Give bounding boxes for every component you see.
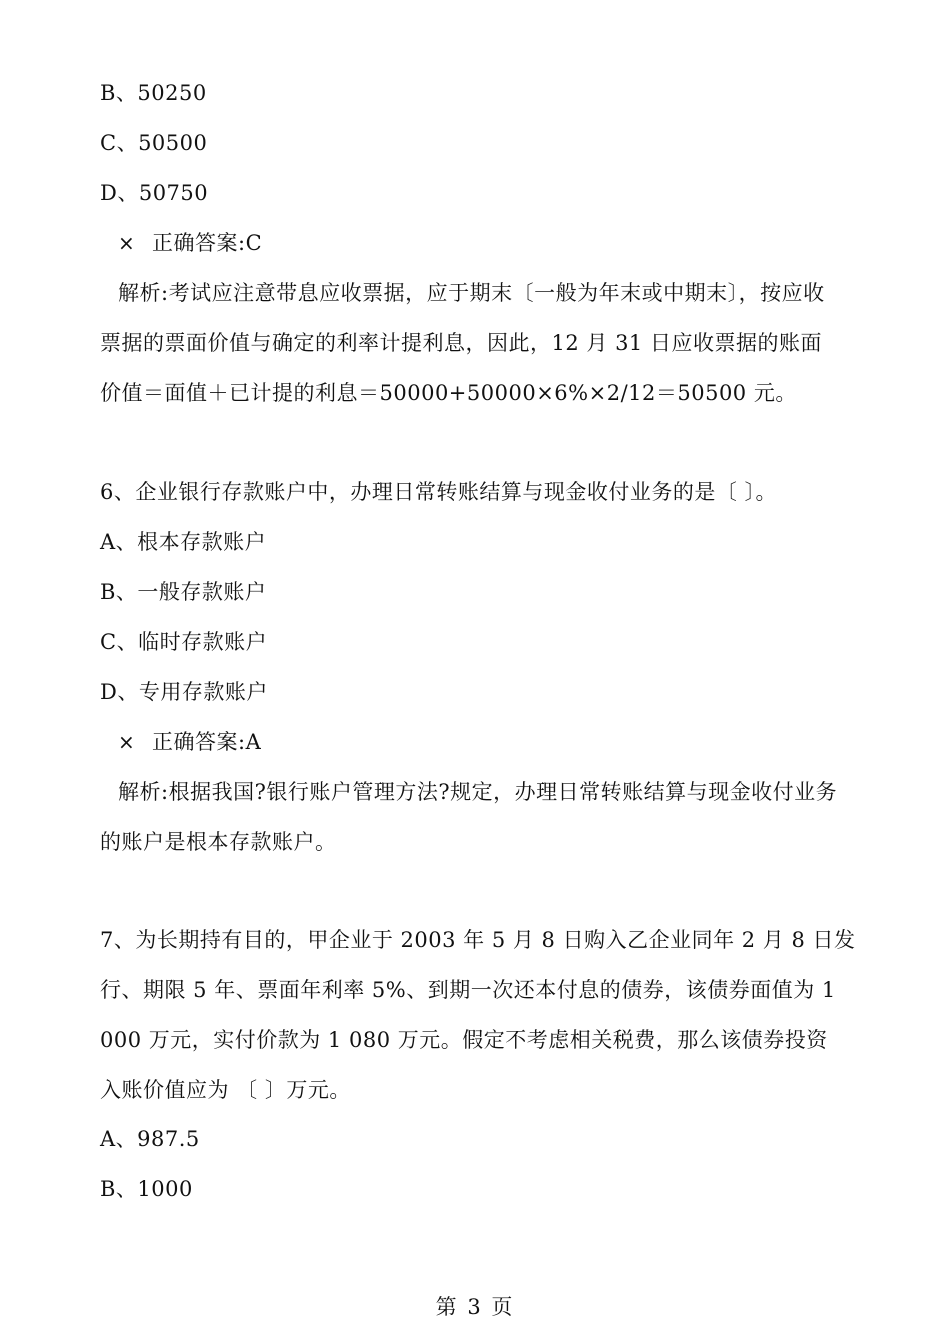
q5-explanation-line-1: 解析:考试应注意带息应收票据，应于期末〔一般为年末或中期末〕，按应收	[118, 281, 825, 305]
q5-answer	[118, 228, 878, 258]
q6-option-a: A、根本存款账户	[100, 530, 267, 554]
wrong-mark-icon: ×	[118, 730, 136, 754]
q5-explanation-line-3: 价值＝面值＋已计提的利息＝50000+50000×6%×2/12＝50500 元。	[100, 381, 797, 405]
q7-question-line-2: 行、期限 5 年、票面年利率 5%、到期一次还本付息的债券，该债券面值为 1	[100, 978, 836, 1002]
q5-answer-text: 正确答案:C	[152, 231, 263, 255]
q6-explanation-line-2: 的账户是根本存款账户。	[100, 830, 337, 854]
q7-option-a: A、987.5	[100, 1127, 200, 1151]
q6-option-b: B、一般存款账户	[100, 580, 267, 604]
q7-option-b: B、1000	[100, 1177, 193, 1201]
q6-answer	[118, 727, 878, 757]
q6-option-d: D、专用存款账户	[100, 680, 268, 704]
q5-option-b: B、50250	[100, 81, 207, 105]
q6-question: 6、企业银行存款账户中，办理日常转账结算与现金收付业务的是〔 〕。	[100, 480, 778, 504]
q7-question-line-4: 入账价值应为 〔 〕万元。	[100, 1078, 351, 1102]
q6-explanation-line-1: 解析:根据我国?银行账户管理方法?规定，办理日常转账结算与现金收付业务	[118, 780, 838, 804]
q7-question-line-3: 000 万元，实付价款为 1 080 万元。假定不考虑相关税费，那么该债券投资	[100, 1028, 828, 1052]
q5-option-c: C、50500	[100, 131, 208, 155]
q6-option-c: C、临时存款账户	[100, 630, 268, 654]
q5-explanation-line-2: 票据的票面价值与确定的利率计提利息，因此，12 月 31 日应收票据的账面	[100, 331, 822, 355]
q5-option-d: D、50750	[100, 181, 209, 205]
page-number: 第 3 页	[435, 1295, 515, 1319]
q7-question-line-1: 7、为长期持有目的，甲企业于 2003 年 5 月 8 日购入乙企业同年 2 月 8 日发	[100, 928, 856, 952]
q6-answer-text: 正确答案:A	[152, 730, 262, 754]
wrong-mark-icon: ×	[118, 231, 136, 255]
